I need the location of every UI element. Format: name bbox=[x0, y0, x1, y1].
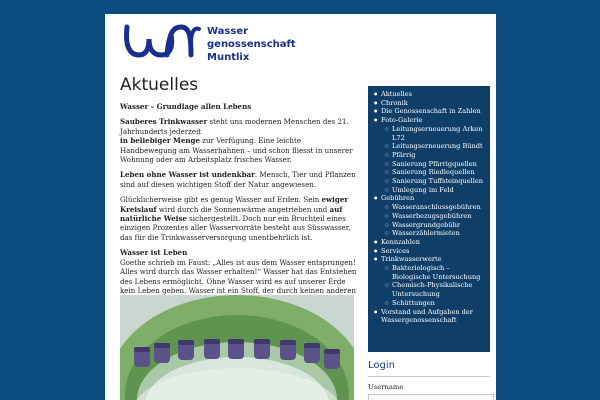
nav-subitem[interactable]: ○ Sanierung Tuffsteinquellen bbox=[385, 177, 486, 186]
p2-text: . Mensch, Tier und Pflanzen sind auf diesen wichtigen Stoff der Natur angewiesen. bbox=[120, 170, 356, 189]
nav-subitem[interactable]: ○ Umlegung im Feld bbox=[385, 186, 486, 195]
nav-list bbox=[368, 86, 490, 325]
logo-icon[interactable] bbox=[123, 23, 203, 59]
trinkwasser-submenu bbox=[381, 264, 486, 308]
username-label: Username bbox=[368, 383, 404, 391]
article-subtitle bbox=[120, 102, 360, 111]
nav-subitem[interactable]: ○ Wasserzählermieten bbox=[385, 229, 486, 238]
p2-bold: Leben ohne Wasser ist undenkbar bbox=[120, 170, 255, 180]
p3-bold-1: ewiger Kreislauf bbox=[120, 195, 349, 214]
page-title: Aktuelles bbox=[120, 75, 199, 95]
brand-line-1: Wasser bbox=[207, 26, 249, 37]
p1-text-1: steht uns modernen Menschen des 21. Jahrhunderts jederzeit bbox=[120, 117, 349, 136]
nav-item-genossenschaft[interactable]: ● Die Genossenschaft in Zahlen bbox=[374, 107, 486, 116]
nav-item-kennzahlen[interactable]: ● Kennzahlen bbox=[374, 238, 486, 247]
p1-bold-1: Sauberes Trinkwasser bbox=[120, 117, 208, 127]
p1-text-2: zur Verfügung. Eine leichte Handbewegung am Wasserhahnen – und schon fliesst in unserer Wohnung oder am Arbeitsplatz frisches Wasser. bbox=[120, 136, 353, 165]
p1-bold-2: in beliebiger Menge bbox=[120, 136, 201, 146]
nav-subitem[interactable]: ○ Sanierung Riedlequellen bbox=[385, 168, 486, 177]
nav-label-foto-galerie[interactable]: Foto-Galerie bbox=[381, 116, 423, 125]
nav-subitem[interactable]: ○ Leitungserneuerung Bündt bbox=[385, 142, 486, 151]
username-input[interactable] bbox=[368, 394, 494, 400]
page-container bbox=[105, 14, 496, 400]
nav-subitem[interactable]: ○ Sanierung Pfärrigquellen bbox=[385, 160, 486, 169]
nav-subitem[interactable]: ○ Wassergrundgebühr bbox=[385, 221, 486, 230]
nav-subitem[interactable]: ○ Schüttungen bbox=[385, 299, 486, 308]
paragraph-3 bbox=[120, 195, 360, 242]
nav-item-gebuehren[interactable] bbox=[374, 194, 486, 238]
nav-label-gebuehren[interactable]: Gebühren bbox=[381, 194, 415, 203]
brand-line-3: Muntlix bbox=[207, 52, 250, 63]
nav-item-trinkwasserwerte[interactable] bbox=[374, 255, 486, 307]
site-header bbox=[105, 14, 496, 70]
login-heading: Login bbox=[368, 360, 395, 371]
nav-subitem[interactable]: ○ Bakteriologisch – Biologische Untersuchung bbox=[385, 264, 486, 281]
p4-text: Goethe schrieb im Faust: „Alles ist aus dem Wasser entsprungen! Alles wird durch das Wasser erhalten!“ Wasser hat das Entstehen des Lebens ermöglicht. Ohne Wasser wird es auf unserer Erde kein Leben geben. Wasser ist ein Stoff, der durch keinen anderen bbox=[120, 257, 357, 295]
nav-item-services[interactable]: ● Services bbox=[374, 247, 486, 256]
gebuehren-submenu bbox=[381, 203, 486, 238]
nav-subitem[interactable]: ○ Wasserbezugsgebühren bbox=[385, 212, 486, 221]
p3-text-2: wird durch die Sonnenwärme angetrieben und bbox=[156, 204, 330, 214]
nav-item-aktuelles[interactable]: ● Aktuelles bbox=[374, 90, 486, 99]
foto-submenu bbox=[381, 125, 486, 195]
login-divider bbox=[368, 376, 490, 377]
subtitle-text: Wasser – Grundlage allen Lebens bbox=[120, 102, 252, 111]
water-reservoir-photo bbox=[120, 295, 354, 400]
nav-item-foto-galerie[interactable] bbox=[374, 116, 486, 194]
paragraph-1 bbox=[120, 117, 360, 164]
p4-bold: Wasser ist Leben bbox=[120, 248, 188, 258]
nav-subitem[interactable]: ○ Chemisch-Physikalische Untersuchung bbox=[385, 281, 486, 298]
sidebar-nav bbox=[368, 86, 490, 352]
p3-text-3: sichergestellt. Doch nur ein Bruchteil eines einzigen Prozentes aller Wasservorräte besteht aus Süsswasser, das für die Trinkwasserversorgung unentbehrlich ist. bbox=[120, 214, 351, 242]
paragraph-2 bbox=[120, 170, 360, 189]
main-content bbox=[120, 74, 360, 311]
nav-subitem[interactable]: ○ Pfärrig bbox=[385, 151, 486, 160]
brand-name[interactable] bbox=[207, 25, 296, 64]
nav-subitem[interactable]: ○ Leitungserneuerung Arken L72 bbox=[385, 125, 486, 142]
p3-bold-2: auf natürliche Weise bbox=[120, 204, 343, 224]
nav-item-chronik[interactable]: ● Chronik bbox=[374, 99, 486, 108]
p3-text-1: Glücklicherweise gibt es genug Wasser auf Erden. Sein bbox=[120, 195, 322, 205]
brand-line-2: genossenschaft bbox=[207, 39, 296, 50]
nav-label-trinkwasserwerte[interactable]: Trinkwasserwerte bbox=[381, 255, 442, 264]
nav-item-vorstand[interactable]: ● Vorstand und Aufgaben der Wassergenossenschaft bbox=[374, 308, 486, 325]
nav-subitem[interactable]: ○ Wasseranschlussgebühren bbox=[385, 203, 486, 212]
